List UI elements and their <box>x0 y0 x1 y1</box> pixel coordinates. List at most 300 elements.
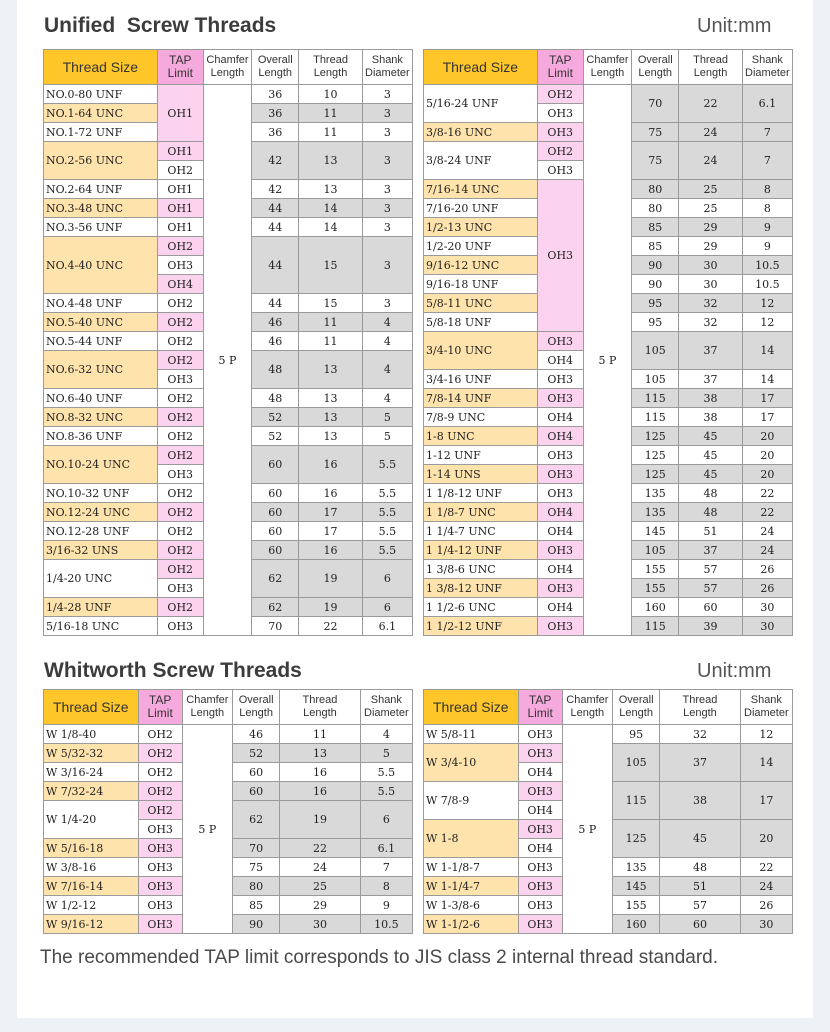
overall-length-cell: 135 <box>613 858 660 877</box>
thread-size-cell: W 7/16-14 <box>44 877 139 896</box>
tap-limit-cell: OH3 <box>537 579 583 598</box>
overall-length-cell: 60 <box>252 522 299 541</box>
tap-limit-cell: OH4 <box>537 598 583 617</box>
overall-length-cell: 62 <box>233 801 280 839</box>
header-line: Length <box>190 707 225 719</box>
header-thread-length <box>660 690 740 725</box>
thread-length-cell: 17 <box>299 522 362 541</box>
overall-length-cell: 46 <box>233 725 280 744</box>
shank-diameter-cell: 5 <box>362 427 412 446</box>
shank-diameter-cell: 5.5 <box>362 541 412 560</box>
header-line: TAP <box>549 53 572 67</box>
overall-length-cell: 46 <box>252 313 299 332</box>
thread-size-cell: NO.3-48 UNC <box>44 199 158 218</box>
tap-limit-cell: OH3 <box>138 839 182 858</box>
overall-length-cell: 62 <box>252 560 299 598</box>
shank-diameter-cell: 6 <box>362 598 412 617</box>
thread-length-cell: 13 <box>299 180 362 199</box>
thread-size-cell: 1-8 UNC <box>424 427 538 446</box>
overall-length-cell: 42 <box>252 180 299 199</box>
shank-diameter-cell: 22 <box>742 484 792 503</box>
overall-length-cell: 52 <box>252 408 299 427</box>
header-thread-length <box>280 690 360 725</box>
tap-limit-cell: OH1 <box>157 85 203 142</box>
header-line: Limit <box>527 706 553 720</box>
header-line: Chamfer <box>566 694 609 706</box>
shank-diameter-cell: 14 <box>740 744 792 782</box>
tap-limit-cell: OH2 <box>537 85 583 104</box>
thread-length-cell: 13 <box>280 744 360 763</box>
thread-size-cell: 5/8-18 UNF <box>424 313 538 332</box>
thread-length-cell: 25 <box>280 877 360 896</box>
thread-size-cell: 3/8-24 UNF <box>424 142 538 180</box>
thread-size-cell: W 1/4-20 <box>44 801 139 839</box>
overall-length-cell: 42 <box>252 142 299 180</box>
thread-size-cell: 1/4-20 UNC <box>44 560 158 598</box>
shank-diameter-cell: 3 <box>362 104 412 123</box>
header-line: Chamfer <box>206 54 249 66</box>
thread-size-cell: W 3/8-16 <box>44 858 139 877</box>
tap-limit-cell: OH4 <box>157 275 203 294</box>
overall-length-cell: 52 <box>252 427 299 446</box>
shank-diameter-cell: 26 <box>742 579 792 598</box>
thread-size-cell: 1/4-28 UNF <box>44 598 158 617</box>
thread-size-cell: 7/8-14 UNF <box>424 389 538 408</box>
tap-limit-cell: OH2 <box>157 351 203 370</box>
tap-limit-cell: OH3 <box>537 617 583 636</box>
overall-length-cell: 90 <box>632 275 679 294</box>
thread-size-cell: 7/8-9 UNC <box>424 408 538 427</box>
thread-length-cell: 17 <box>299 503 362 522</box>
shank-diameter-cell: 8 <box>360 877 412 896</box>
thread-length-cell: 45 <box>679 465 742 484</box>
overall-length-cell: 62 <box>252 598 299 617</box>
thread-length-cell: 38 <box>660 782 740 820</box>
thread-length-cell: 48 <box>679 484 742 503</box>
overall-length-cell: 60 <box>252 503 299 522</box>
header-line: Limit <box>147 706 173 720</box>
thread-length-cell: 32 <box>679 313 742 332</box>
overall-length-cell: 155 <box>632 579 679 598</box>
header-row <box>424 50 793 85</box>
overall-length-cell: 115 <box>632 408 679 427</box>
header-thread-size: Thread Size <box>424 690 519 725</box>
tap-limit-cell: OH2 <box>138 763 182 782</box>
thread-length-cell: 57 <box>679 560 742 579</box>
header-line: Length <box>693 67 728 79</box>
thread-length-cell: 10 <box>299 85 362 104</box>
thread-length-cell: 29 <box>679 237 742 256</box>
tap-limit-cell: OH1 <box>157 218 203 237</box>
thread-length-cell: 22 <box>679 85 742 123</box>
thread-size-cell: 1 1/4-7 UNC <box>424 522 538 541</box>
header-line: Shank <box>751 54 783 66</box>
header-chamfer-length <box>562 690 612 725</box>
tap-limit-cell: OH2 <box>537 142 583 161</box>
overall-length-cell: 105 <box>632 332 679 370</box>
overall-length-cell: 135 <box>632 503 679 522</box>
thread-length-cell: 45 <box>679 427 742 446</box>
shank-diameter-cell: 30 <box>742 598 792 617</box>
shank-diameter-cell: 10.5 <box>742 256 792 275</box>
thread-size-cell: NO.5-44 UNF <box>44 332 158 351</box>
unified-table-left <box>43 49 413 636</box>
overall-length-cell: 75 <box>632 123 679 142</box>
thread-length-cell: 29 <box>280 896 360 915</box>
shank-diameter-cell: 12 <box>740 725 792 744</box>
shank-diameter-cell: 26 <box>742 560 792 579</box>
header-shank-diameter <box>742 50 792 85</box>
header-line: TAP <box>169 53 192 67</box>
thread-size-cell: 5/16-24 UNF <box>424 85 538 123</box>
overall-length-cell: 36 <box>252 104 299 123</box>
tap-limit-cell: OH3 <box>518 896 562 915</box>
header-line: Diameter <box>744 707 789 719</box>
header-line: Thread <box>682 694 718 706</box>
thread-length-cell: 60 <box>660 915 740 934</box>
footnote: The recommended TAP limit corresponds to JIS class 2 internal thread standard. <box>40 947 718 968</box>
thread-size-cell: NO.12-24 UNC <box>44 503 158 522</box>
thread-size-cell: NO.1-64 UNC <box>44 104 158 123</box>
table-row <box>424 85 793 104</box>
header-chamfer-length <box>203 50 251 85</box>
header-thread-length <box>299 50 362 85</box>
thread-size-cell: W 5/8-11 <box>424 725 519 744</box>
tap-limit-cell: OH3 <box>518 782 562 801</box>
tap-limit-cell: OH3 <box>537 446 583 465</box>
thread-size-cell: 1 1/8-7 UNC <box>424 503 538 522</box>
header-tap-limit <box>138 690 182 725</box>
shank-diameter-cell: 9 <box>742 237 792 256</box>
tap-limit-cell: OH2 <box>138 801 182 820</box>
shank-diameter-cell: 22 <box>740 858 792 877</box>
tap-limit-cell: OH3 <box>518 744 562 763</box>
thread-length-cell: 16 <box>299 541 362 560</box>
thread-size-cell: W 1-3/8-6 <box>424 896 519 915</box>
shank-diameter-cell: 10.5 <box>742 275 792 294</box>
overall-length-cell: 115 <box>632 617 679 636</box>
thread-size-cell: 3/4-10 UNC <box>424 332 538 370</box>
header-line: Thread <box>302 694 338 706</box>
thread-size-cell: NO.2-56 UNC <box>44 142 158 180</box>
thread-size-cell: 5/8-11 UNC <box>424 294 538 313</box>
shank-diameter-cell: 9 <box>360 896 412 915</box>
header-line: Overall <box>637 54 673 66</box>
chamfer-length-cell: 5 P <box>583 85 631 636</box>
thread-size-cell: NO.8-32 UNC <box>44 408 158 427</box>
overall-length-cell: 75 <box>233 858 280 877</box>
overall-length-cell: 60 <box>252 484 299 503</box>
overall-length-cell: 48 <box>252 389 299 408</box>
thread-length-cell: 39 <box>679 617 742 636</box>
table-row <box>44 85 413 104</box>
tap-limit-cell: OH2 <box>157 427 203 446</box>
tap-limit-cell: OH2 <box>157 522 203 541</box>
tap-limit-cell: OH2 <box>157 484 203 503</box>
tap-limit-cell: OH1 <box>157 142 203 161</box>
thread-length-cell: 16 <box>299 484 362 503</box>
shank-diameter-cell: 5.5 <box>362 503 412 522</box>
shank-diameter-cell: 3 <box>362 218 412 237</box>
whitworth-section-title: Whitworth Screw Threads <box>44 659 302 682</box>
thread-size-cell: NO.4-40 UNC <box>44 237 158 294</box>
overall-length-cell: 36 <box>252 85 299 104</box>
chamfer-length-cell: 5 P <box>562 725 612 934</box>
unified-unit-label: Unit:mm <box>697 15 772 37</box>
overall-length-cell: 48 <box>252 351 299 389</box>
header-line: Thread <box>693 54 728 66</box>
thread-size-cell: 9/16-18 UNF <box>424 275 538 294</box>
tap-limit-cell: OH3 <box>138 896 182 915</box>
shank-diameter-cell: 20 <box>740 820 792 858</box>
overall-length-cell: 115 <box>613 782 660 820</box>
thread-length-cell: 11 <box>299 104 362 123</box>
shank-diameter-cell: 3 <box>362 180 412 199</box>
tap-limit-cell: OH3 <box>157 465 203 484</box>
header-line: TAP <box>528 693 552 707</box>
tap-limit-cell: OH4 <box>537 560 583 579</box>
overall-length-cell: 60 <box>233 782 280 801</box>
shank-diameter-cell: 6.1 <box>360 839 412 858</box>
shank-diameter-cell: 4 <box>360 725 412 744</box>
shank-diameter-cell: 9 <box>742 218 792 237</box>
thread-size-cell: 3/8-16 UNC <box>424 123 538 142</box>
thread-length-cell: 37 <box>679 541 742 560</box>
shank-diameter-cell: 4 <box>362 351 412 389</box>
overall-length-cell: 44 <box>252 237 299 294</box>
header-line: TAP <box>148 693 172 707</box>
overall-length-cell: 70 <box>233 839 280 858</box>
shank-diameter-cell: 5.5 <box>362 446 412 484</box>
thread-length-cell: 32 <box>679 294 742 313</box>
thread-length-cell: 13 <box>299 389 362 408</box>
thread-length-cell: 51 <box>660 877 740 896</box>
thread-size-cell: NO.3-56 UNF <box>44 218 158 237</box>
overall-length-cell: 70 <box>632 85 679 123</box>
thread-size-cell: W 3/4-10 <box>424 744 519 782</box>
thread-size-cell: W 5/16-18 <box>44 839 139 858</box>
thread-length-cell: 57 <box>679 579 742 598</box>
tap-limit-cell: OH3 <box>537 370 583 389</box>
overall-length-cell: 85 <box>632 237 679 256</box>
shank-diameter-cell: 17 <box>742 389 792 408</box>
tap-limit-cell: OH3 <box>157 617 203 636</box>
thread-size-cell: W 7/32-24 <box>44 782 139 801</box>
overall-length-cell: 85 <box>233 896 280 915</box>
overall-length-cell: 46 <box>252 332 299 351</box>
thread-length-cell: 25 <box>679 199 742 218</box>
tap-limit-cell: OH2 <box>157 408 203 427</box>
header-line: Length <box>590 67 625 79</box>
shank-diameter-cell: 3 <box>362 237 412 294</box>
chamfer-length-cell: 5 P <box>182 725 232 934</box>
thread-length-cell: 45 <box>679 446 742 465</box>
thread-size-cell: 3/4-16 UNF <box>424 370 538 389</box>
header-line: Length <box>313 67 348 79</box>
shank-diameter-cell: 4 <box>362 389 412 408</box>
tap-limit-cell: OH2 <box>157 503 203 522</box>
tap-limit-cell: OH4 <box>537 522 583 541</box>
overall-length-cell: 125 <box>632 427 679 446</box>
thread-length-cell: 19 <box>299 560 362 598</box>
tap-limit-cell: OH2 <box>138 782 182 801</box>
thread-size-cell: 1 1/2-12 UNF <box>424 617 538 636</box>
thread-size-cell: W 5/32-32 <box>44 744 139 763</box>
tap-limit-cell: OH4 <box>537 427 583 446</box>
shank-diameter-cell: 24 <box>740 877 792 896</box>
tap-limit-cell: OH2 <box>157 446 203 465</box>
thread-size-cell: 3/16-32 UNS <box>44 541 158 560</box>
thread-length-cell: 11 <box>280 725 360 744</box>
tap-limit-cell: OH3 <box>537 484 583 503</box>
header-line: Limit <box>167 66 193 80</box>
shank-diameter-cell: 5.5 <box>360 763 412 782</box>
shank-diameter-cell: 26 <box>740 896 792 915</box>
overall-length-cell: 75 <box>632 142 679 180</box>
tap-limit-cell: OH3 <box>157 579 203 598</box>
tap-limit-cell: OH2 <box>157 389 203 408</box>
thread-length-cell: 24 <box>280 858 360 877</box>
header-line: Limit <box>547 66 573 80</box>
thread-size-cell: W 1-1/4-7 <box>424 877 519 896</box>
shank-diameter-cell: 3 <box>362 142 412 180</box>
header-line: Overall <box>238 694 274 706</box>
shank-diameter-cell: 5.5 <box>362 484 412 503</box>
tap-limit-cell: OH2 <box>138 744 182 763</box>
tap-limit-cell: OH3 <box>537 389 583 408</box>
header-line: Length <box>570 707 605 719</box>
thread-length-cell: 11 <box>299 332 362 351</box>
thread-length-cell: 16 <box>299 446 362 484</box>
thread-size-cell: NO.6-40 UNF <box>44 389 158 408</box>
thread-size-cell: 1 1/4-12 UNF <box>424 541 538 560</box>
shank-diameter-cell: 30 <box>742 617 792 636</box>
thread-length-cell: 51 <box>679 522 742 541</box>
header-thread-size: Thread Size <box>44 50 158 85</box>
whitworth-table-right <box>423 689 793 934</box>
header-thread-length <box>679 50 742 85</box>
thread-size-cell: NO.12-28 UNF <box>44 522 158 541</box>
shank-diameter-cell: 20 <box>742 446 792 465</box>
tap-limit-cell: OH4 <box>518 763 562 782</box>
overall-length-cell: 155 <box>613 896 660 915</box>
tap-limit-cell: OH3 <box>518 725 562 744</box>
header-shank-diameter <box>740 690 792 725</box>
thread-size-cell: W 9/16-12 <box>44 915 139 934</box>
tap-limit-cell: OH3 <box>518 915 562 934</box>
header-line: Shank <box>750 694 782 706</box>
overall-length-cell: 95 <box>632 313 679 332</box>
thread-length-cell: 13 <box>299 408 362 427</box>
header-line: Diameter <box>365 67 410 79</box>
tap-limit-cell: OH2 <box>157 294 203 313</box>
thread-length-cell: 11 <box>299 123 362 142</box>
thread-size-cell: 1/2-13 UNC <box>424 218 538 237</box>
tap-limit-cell: OH2 <box>157 560 203 579</box>
overall-length-cell: 125 <box>632 465 679 484</box>
thread-size-cell: 1-14 UNS <box>424 465 538 484</box>
shank-diameter-cell: 7 <box>742 142 792 180</box>
shank-diameter-cell: 20 <box>742 465 792 484</box>
thread-length-cell: 13 <box>299 351 362 389</box>
whitworth-table-left <box>43 689 413 934</box>
shank-diameter-cell: 12 <box>742 294 792 313</box>
table-row <box>424 725 793 744</box>
header-line: Chamfer <box>186 694 229 706</box>
tap-limit-cell: OH3 <box>537 161 583 180</box>
overall-length-cell: 160 <box>632 598 679 617</box>
header-line: Length <box>303 707 337 719</box>
tap-limit-cell: OH2 <box>157 161 203 180</box>
thread-length-cell: 14 <box>299 218 362 237</box>
thread-length-cell: 24 <box>679 142 742 180</box>
thread-length-cell: 45 <box>660 820 740 858</box>
header-line: Overall <box>257 54 293 66</box>
header-chamfer-length <box>583 50 631 85</box>
overall-length-cell: 60 <box>233 763 280 782</box>
tap-limit-cell: OH3 <box>518 820 562 839</box>
overall-length-cell: 44 <box>252 294 299 313</box>
tap-limit-cell: OH2 <box>157 332 203 351</box>
thread-length-cell: 60 <box>679 598 742 617</box>
thread-length-cell: 30 <box>679 256 742 275</box>
header-line: Length <box>210 67 245 79</box>
header-line: Shank <box>370 694 402 706</box>
thread-size-cell: W 1/2-12 <box>44 896 139 915</box>
thread-size-cell: W 3/16-24 <box>44 763 139 782</box>
thread-length-cell: 38 <box>679 408 742 427</box>
overall-length-cell: 105 <box>613 744 660 782</box>
shank-diameter-cell: 17 <box>740 782 792 820</box>
header-line: Length <box>239 707 273 719</box>
thread-size-cell: 5/16-18 UNC <box>44 617 158 636</box>
overall-length-cell: 95 <box>613 725 660 744</box>
thread-size-cell: W 1/8-40 <box>44 725 139 744</box>
thread-size-cell: NO.1-72 UNF <box>44 123 158 142</box>
thread-size-cell: 1/2-20 UNF <box>424 237 538 256</box>
shank-diameter-cell: 7 <box>360 858 412 877</box>
overall-length-cell: 52 <box>233 744 280 763</box>
thread-size-cell: W 1-1/2-6 <box>424 915 519 934</box>
thread-size-cell: W 1-8 <box>424 820 519 858</box>
tap-limit-cell: OH2 <box>157 541 203 560</box>
header-overall-length <box>252 50 299 85</box>
thread-size-cell: W 1-1/8-7 <box>424 858 519 877</box>
tap-limit-cell: OH3 <box>537 104 583 123</box>
thread-length-cell: 29 <box>679 218 742 237</box>
shank-diameter-cell: 3 <box>362 85 412 104</box>
header-line: Shank <box>371 54 403 66</box>
shank-diameter-cell: 5.5 <box>362 522 412 541</box>
tap-limit-cell: OH2 <box>157 598 203 617</box>
tap-limit-cell: OH3 <box>537 541 583 560</box>
thread-size-cell: NO.10-32 UNF <box>44 484 158 503</box>
shank-diameter-cell: 14 <box>742 370 792 389</box>
header-thread-size: Thread Size <box>44 690 139 725</box>
unified-section-title: Unified Screw Threads <box>44 14 277 37</box>
header-tap-limit <box>157 50 203 85</box>
whitworth-unit-label: Unit:mm <box>697 660 772 682</box>
shank-diameter-cell: 22 <box>742 503 792 522</box>
shank-diameter-cell: 30 <box>740 915 792 934</box>
tap-limit-cell: OH3 <box>138 915 182 934</box>
thread-length-cell: 32 <box>660 725 740 744</box>
thread-size-cell: NO.4-48 UNF <box>44 294 158 313</box>
header-line: Length <box>638 67 673 79</box>
header-row <box>44 690 413 725</box>
shank-diameter-cell: 6 <box>360 801 412 839</box>
tap-limit-cell: OH3 <box>138 858 182 877</box>
